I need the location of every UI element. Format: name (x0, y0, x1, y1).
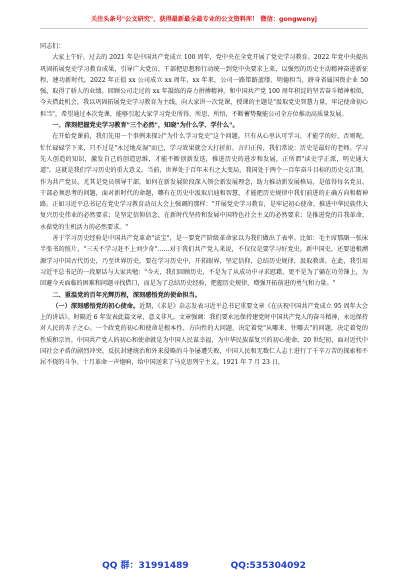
section-1-paragraph: 在开始党课前，我们先用一个事例来探讨"为什么学习党史"这个问题。只有从心里认可学习，才能学的好，否则呢，忙忙碌碌学下来，只不过是"永过地皮湿"而已，学习效果就会大打折扣。言归正传，我们常说：历史是最好的老师。学习先人创造的知识，激发自己的创造思维，才能不断创新发迭，推进历史的进步和发展，正所谓"读史学正派，明史通大道"。这就是我们学习历史的重大意义。当前，世界处于百年未有之大变局，我国处于两个一百年奋斗目标的历史交汇期，作为共产党员，尤其是党员领导干部，如何在新发展阶段深入领会新发展理念，助力推动新发展格局，是值得每名党员、干部必须思考的问题，面对新时代的命题，哪有在历史中汲取启迪和智慧，才能把历史规律中我们前进的正确方向和精神路。正如习近平总书记在党史学习教育动员大会上强调的那样："开展党史学习教育，是牢记初心使命、推进中华民族伟大复兴历史伟业的必然要求；是坚定信仰信念、在新时代坚持和发展中国特色社会主义的必然要求；是推进党的自我革命、永葆党的生机活力的必然要求。" (40, 133, 368, 231)
footer-qq-group: QQ 群：31991489 (102, 561, 189, 571)
document-body (40, 41, 368, 369)
section-2-subheading: （一）深刻感悟党的初心使命。 (52, 302, 140, 310)
section-1-paragraph: 善于学习历史经验是中国共产党革命"法宝"，是一要党产阶级革命家以为我们做出了表率。比如：毛主席那副一张床半张书的照片，"三天不学习赶不上刘少奇"……对于我们共产党人来说，不仅仅是要学习好党史，新中国史，还要追根溯源学习中国古代历史，乃至世界历史，要在学习历史中，开拓眼界，坚定信仰，总结历史规律，汲取教训。在此，我引用习近平总书记的一段原话与大家共勉："今天，我们回顾历史，不是为了从成功中寻求慰藉，更不是为了躺在功劳簿上，为回避今天面临的困难和问题寻找借口，而是为了总结历史经验，把握历史规律，增强开拓前进的勇气和力量。" (40, 235, 368, 288)
header-divider (40, 28, 368, 29)
header-banner: 关注头条号"公文研究"，获得最新最全最专业的公文资料库！ 微信：gongwenyj (90, 16, 318, 23)
footer-qq: QQ:535304092 (230, 561, 306, 571)
intro-paragraph: 大家上午好。过去的 2021 年是中国共产党成立 100 周年，党中央在全党开展了党史学习教育。2022 年党中央提出巩固拓展党史学习教育成果，引导广大党员、干部把思想和行动统一到党中央要求上来，以强烈的历史主动精神奋进新征程、建功新时代。2022 年正值 xx 公司成立 xx 周年，xx 年来，公司一路筚路蓝缕、明德担当，跻身省属国资企业 50 强，取得了骄人的业绩。回顾公司走过的 xx 年凝练的奋力拼搏精神，和中国共产党 100 周年积淀的坚苦奋斗精神相似，今天借此机会，我以巩固拓展党史学习教育为主线，向大家讲一次党课，授课的主题是"汲取党史智慧力量，牢记使命初心担当"，希望通过本次党课，能够引起大家学习党史所得、所思、所悟，不断蓄势聚能公司全方位推动高质量发展。 (40, 54, 368, 118)
section-2-heading: 二、重温党的百年光辉历程，深刻感悟党的使命担当。 (52, 291, 201, 299)
footer-contact (0, 558, 408, 571)
section-2-paragraph-text: 近期，《求是》杂志发表习近平总书记重要文章《在庆祝中国共产党成立 95 周年大会上的讲话》。时隔近 6 年发表此篇文章，意义非凡。文章强调：我们要永远保持建党时中国共产党人的奋斗精神，永远保持对人民的赤子之心。一个政党的初心和使命是根本性、方向性的大问题，决定着党"从哪来、往哪去"的问题，决定着党的性质和宗旨。中国共产党人的初心和使命就是为中国人民谋幸福，为中华民族谋复兴的初心使命。20 世纪初，面对近代中国社会矛盾的剧烈冲突、反抗封建统治和外来侵略的斗争屡遭失败，中国人民和无数仁人志士进行了千辛万苦的探索和不屈不挠的斗争。十月革命一声炮响，给中国送来了马克思列宁主义。1921 年 7 月 23 日， (40, 302, 369, 367)
salutation: 同志们： (40, 43, 65, 50)
section-1-heading: 一、深刻把握党史学习教育"三个必然"，知晓"为什么学、学什么"。 (52, 122, 239, 130)
section-2-paragraph (40, 301, 368, 369)
